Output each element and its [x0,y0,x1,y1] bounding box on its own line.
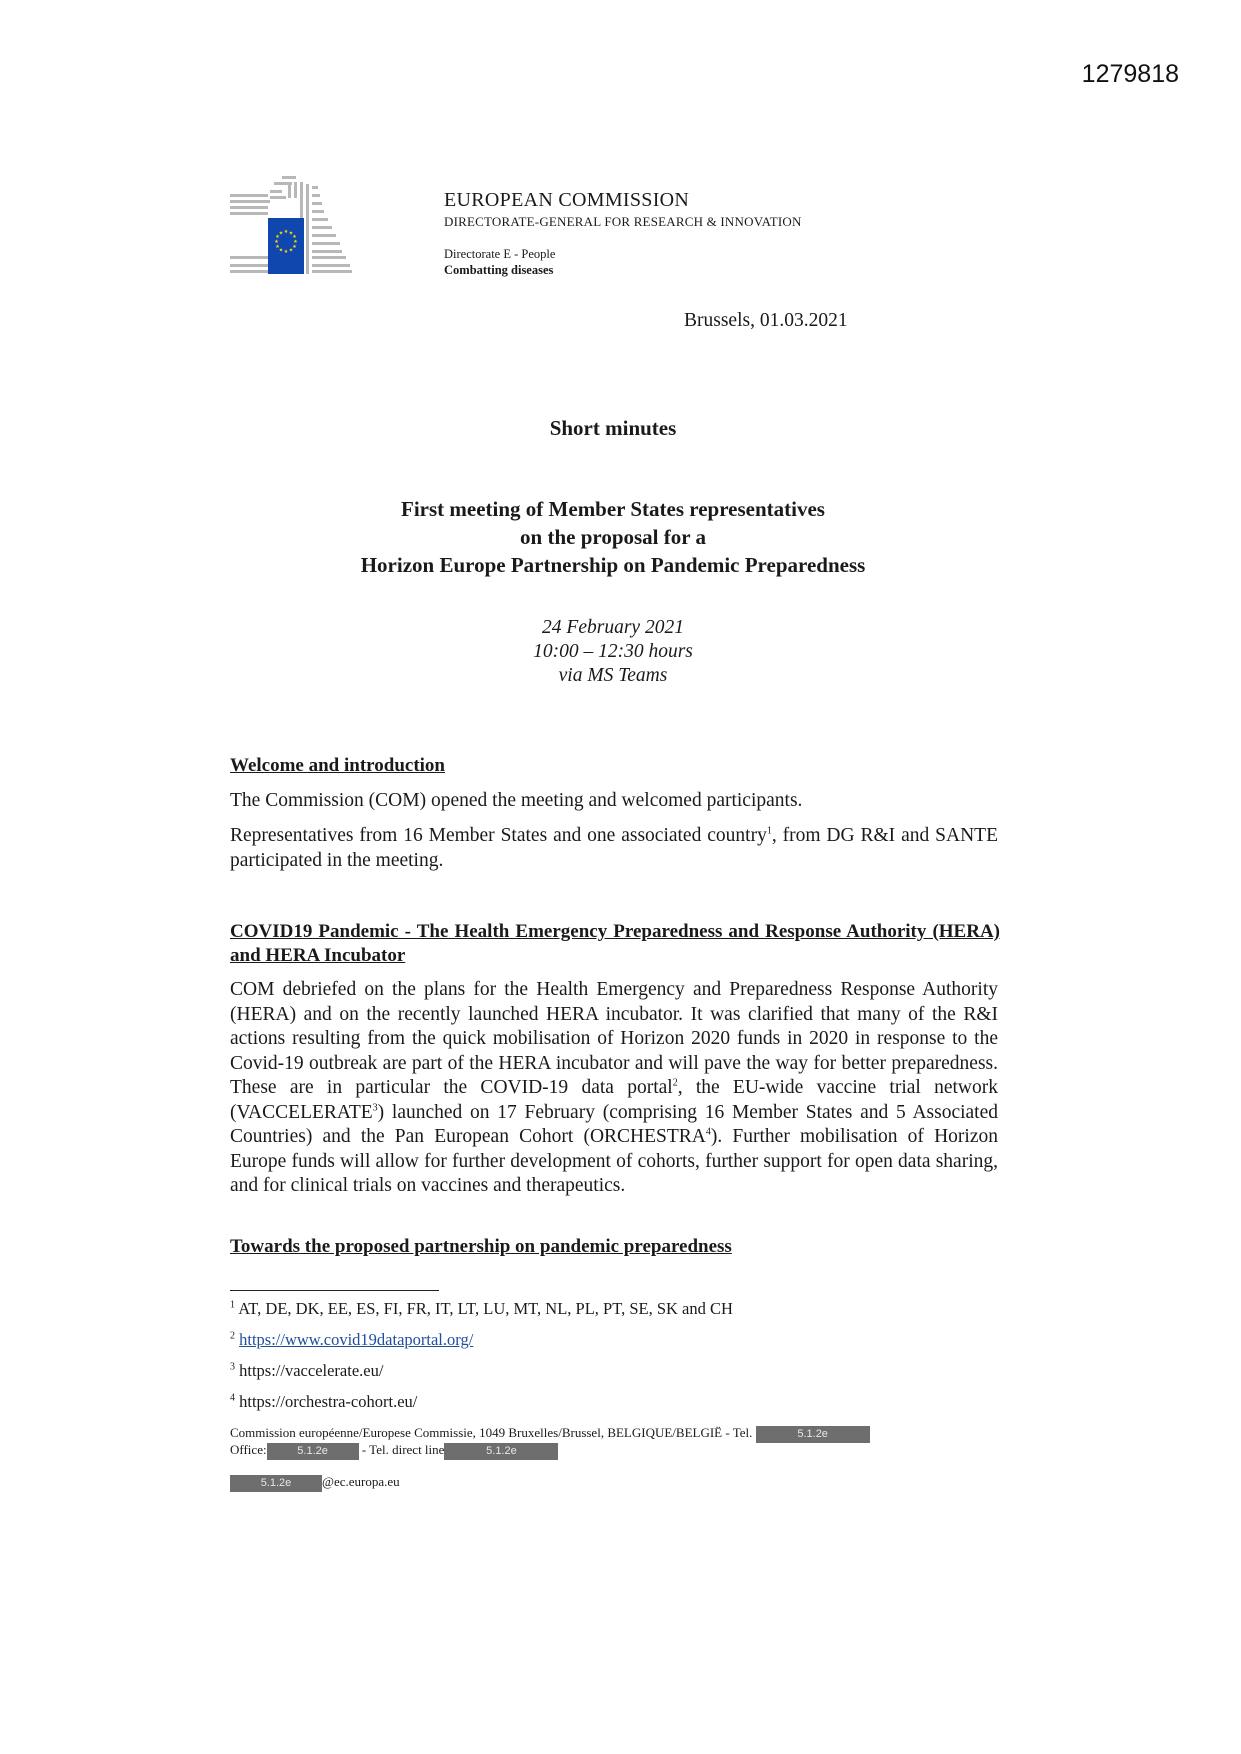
hera-paragraph-text: ) launched on 17 February (comprising 16 Member States and 5 Associated Countries) and the Pan European Cohort (ORCHESTRA [230,1101,998,1147]
footnote-ref-3[interactable]: 3 [372,1102,378,1113]
section-heading-hera: COVID19 Pandemic - The Health Emergency Preparedness and Response Authority (HERA) and HERA Incubator [230,921,1000,966]
directorate-general-name: DIRECTORATE-GENERAL FOR RESEARCH & INNOVATION [444,214,802,229]
document-title: Short minutes [549,416,677,440]
meeting-title-line: First meeting of Member States representatives [401,497,825,521]
footnote-divider [230,1290,439,1291]
directorate-name: Directorate E - People [444,247,556,261]
footnote-text: https://vaccelerate.eu/ [239,1361,384,1380]
svg-text:★: ★ [274,239,279,245]
covid19-data-portal-link[interactable]: https://www.covid19dataportal.org/ [239,1330,474,1349]
meeting-title-line: on the proposal for a [520,525,706,549]
footer-office [230,1442,558,1460]
meeting-title-line: Horizon Europe Partnership on Pandemic Preparedness [360,553,866,577]
footnote-3 [230,1361,383,1381]
welcome-paragraph-2-text: , from DG R&I and SANTE participated in the meeting. [230,825,998,871]
meeting-time: 10:00 – 12:30 hours [533,641,693,662]
hera-paragraph-text: COM debriefed on the plans for the Health Emergency and Preparedness Response Authority (HERA) and on the recently launched HERA incubator. It was clarified that many of the R&I actions resulting from the quick mobilisation of Horizon 2020 funds in 2020 in response to the Covid-19 outbreak are part of the HERA incubator and will pave the way for better preparedness. These are in particular the COVID-19 data portal [230,979,998,1098]
redacted-telephone: 5.1.2e [756,1426,870,1443]
meeting-venue: via MS Teams [558,665,668,686]
svg-text:★: ★ [275,234,280,240]
footnote-number: 1 [230,1299,235,1311]
european-commission-logo [230,176,354,276]
svg-text:★: ★ [293,239,298,245]
hera-paragraph-text: ). Further mobilisation of Horizon Europe funds will allow for further development of cohorts, further support for open data sharing, and for clinical trials on vaccines and therapeutics. [230,1126,998,1196]
section-heading-welcome: Welcome and introduction [230,755,445,776]
footnote-4 [230,1392,417,1412]
svg-text:★: ★ [278,247,284,254]
footnote-1 [230,1299,733,1319]
meeting-date: 24 February 2021 [542,617,684,638]
svg-text:★: ★ [278,230,284,237]
hera-paragraph-text: , the EU-wide vaccine trial network (VACCELERATE [230,1077,998,1123]
footnote-number: 3 [230,1361,235,1373]
office-label: Office: [230,1442,267,1457]
svg-text:★: ★ [275,244,280,250]
svg-text:★: ★ [292,234,297,240]
redacted-email-user: 5.1.2e [230,1475,322,1492]
email-domain: @ec.europa.eu [322,1474,400,1489]
section-heading-partnership: Towards the proposed partnership on pandemic preparedness [230,1236,732,1257]
tel-direct-label: - Tel. direct line [361,1442,445,1457]
svg-text:★: ★ [292,244,297,250]
footnote-number: 2 [230,1330,235,1342]
redacted-direct-line: 5.1.2e [444,1443,558,1460]
place-and-date: Brussels, 01.03.2021 [684,310,848,331]
footer-address [230,1425,870,1443]
document-id: 1279818 [1081,60,1179,88]
organisation-name: EUROPEAN COMMISSION [444,189,690,211]
svg-text:★: ★ [288,247,294,254]
footnote-ref-4[interactable]: 4 [705,1126,711,1138]
footnote-ref-2[interactable]: 2 [672,1077,678,1089]
svg-text:★: ★ [283,229,289,235]
footnote-ref-1[interactable]: 1 [766,825,772,837]
hera-paragraph [230,978,998,1199]
redacted-office: 5.1.2e [267,1443,359,1460]
footer-email [230,1474,400,1492]
footnote-text: AT, DE, DK, EE, ES, FI, FR, IT, LT, LU, MT, NL, PL, PT, SE, SK and CH [238,1299,733,1318]
footnote-2 [230,1330,473,1350]
svg-text:★: ★ [288,230,294,237]
unit-name: Combatting diseases [444,263,554,277]
svg-text:★: ★ [283,249,289,255]
welcome-paragraph-1: The Commission (COM) opened the meeting and welcomed participants. [230,790,803,811]
footer-address-text: Commission européenne/Europese Commissie, 1049 Bruxelles/Brussel, BELGIQUE/BELGIË - Tel. [230,1425,753,1440]
footnote-number: 4 [230,1392,235,1404]
welcome-paragraph-2-text: Representatives from 16 Member States and one associated country [230,825,767,846]
footnote-text: https://orchestra-cohort.eu/ [239,1392,418,1411]
welcome-paragraph-2 [230,824,998,873]
